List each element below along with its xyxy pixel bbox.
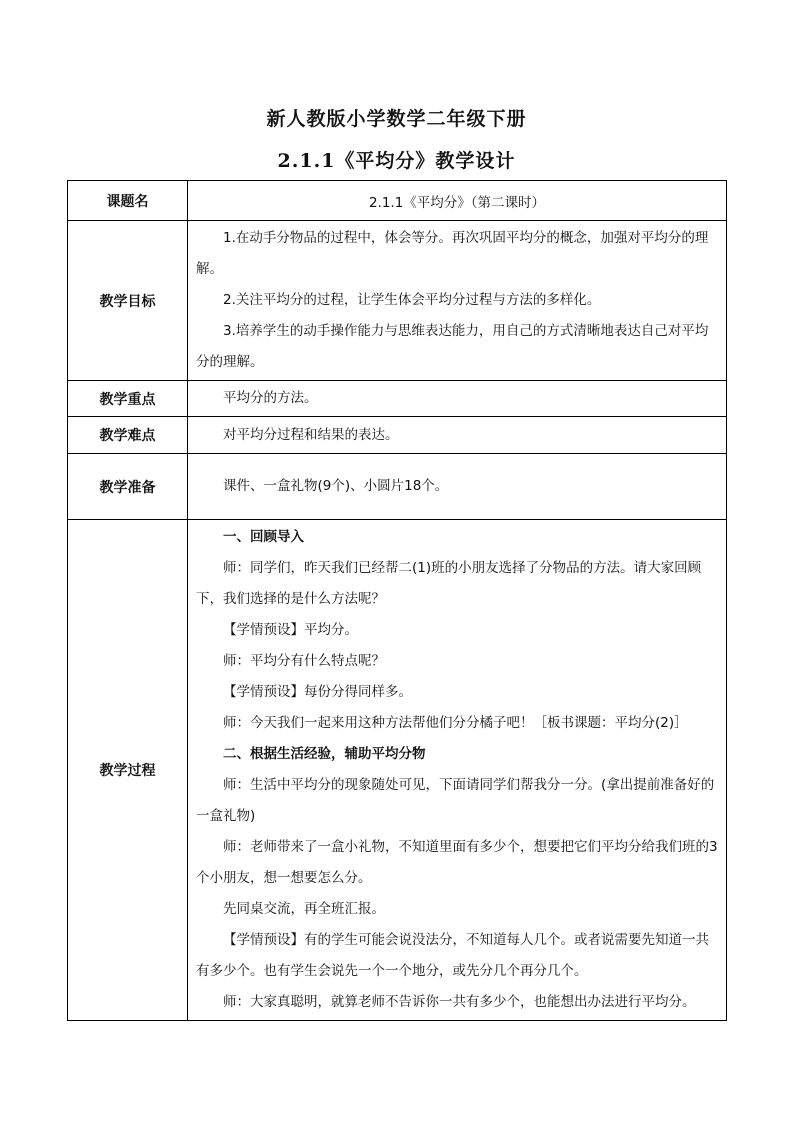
objectives-label: 教学目标 [68,221,188,381]
process-paragraph: 师：老师带来了一盒小礼物，不知道里面有多少个，想要把它们平均分给我们班的3个小朋友，想一想要怎么分。 [196,839,718,886]
row-key-points [68,381,727,417]
objective-item: 2.关注平均分的过程，让学生体会平均分过程与方法的多样化。 [223,292,601,308]
process-label: 教学过程 [68,520,188,1021]
process-paragraph: 先同桌交流，再全班汇报。 [223,901,385,917]
process-paragraph: 【学情预设】平均分。 [223,622,358,638]
preparation-label: 教学准备 [68,454,188,520]
process-content [188,520,727,1021]
objective-item: 3.培养学生的动手操作能力与思维表达能力，用自己的方式清晰地表达自己对平均分的理解。 [196,323,709,370]
difficulties-value: 对平均分过程和结果的表达。 [223,426,399,443]
document-title: 新人教版小学数学二年级下册 [266,108,527,130]
row-difficulties [68,417,727,454]
document-subtitle: 2.1.1《平均分》教学设计 [277,150,516,172]
process-paragraph: 师：同学们，昨天我们已经帮二(1)班的小朋友选择了分物品的方法。请大家回顾下，我们选择的是什么方法呢？ [196,560,702,607]
row-preparation [68,454,727,520]
section-heading: 一、回顾导入 [223,529,304,545]
row-objectives [68,221,727,381]
process-paragraph: 师：生活中平均分的现象随处可见，下面请同学们帮我分一分。(拿出提前准备好的一盒礼物) [196,777,715,824]
process-paragraph: 师：平均分有什么特点呢？ [223,653,385,669]
difficulties-label: 教学难点 [68,417,188,454]
row-course-name [68,181,727,221]
objective-item: 1.在动手分物品的过程中，体会等分。再次巩固平均分的概念，加强对平均分的理解。 [196,230,709,277]
objectives-content [188,221,727,381]
row-process [68,520,727,1021]
section-heading: 二、根据生活经验，辅助平均分物 [223,746,426,762]
course-name-label: 课题名 [68,181,188,221]
process-paragraph: 师：大家真聪明，就算老师不告诉你一共有多少个，也能想出办法进行平均分。 [223,994,696,1010]
course-name-value: 2.1.1《平均分》（第二课时） [188,181,727,221]
lesson-plan-table [67,180,727,1021]
process-paragraph: 【学情预设】有的学生可能会说没法分，不知道每人几个。或者说需要先知道一共有多少个。也有学生会说先一个一个地分，或先分几个再分几个。 [196,932,709,979]
key-points-label: 教学重点 [68,381,188,417]
key-points-value: 平均分的方法。 [223,390,318,406]
preparation-value: 课件、一盒礼物(9个)、小圆片18个。 [223,478,449,494]
process-paragraph: 师：今天我们一起来用这种方法帮他们分分橘子吧！［板书课题：平均分(2)］ [223,715,688,731]
process-paragraph: 【学情预设】每份分得同样多。 [223,684,412,700]
